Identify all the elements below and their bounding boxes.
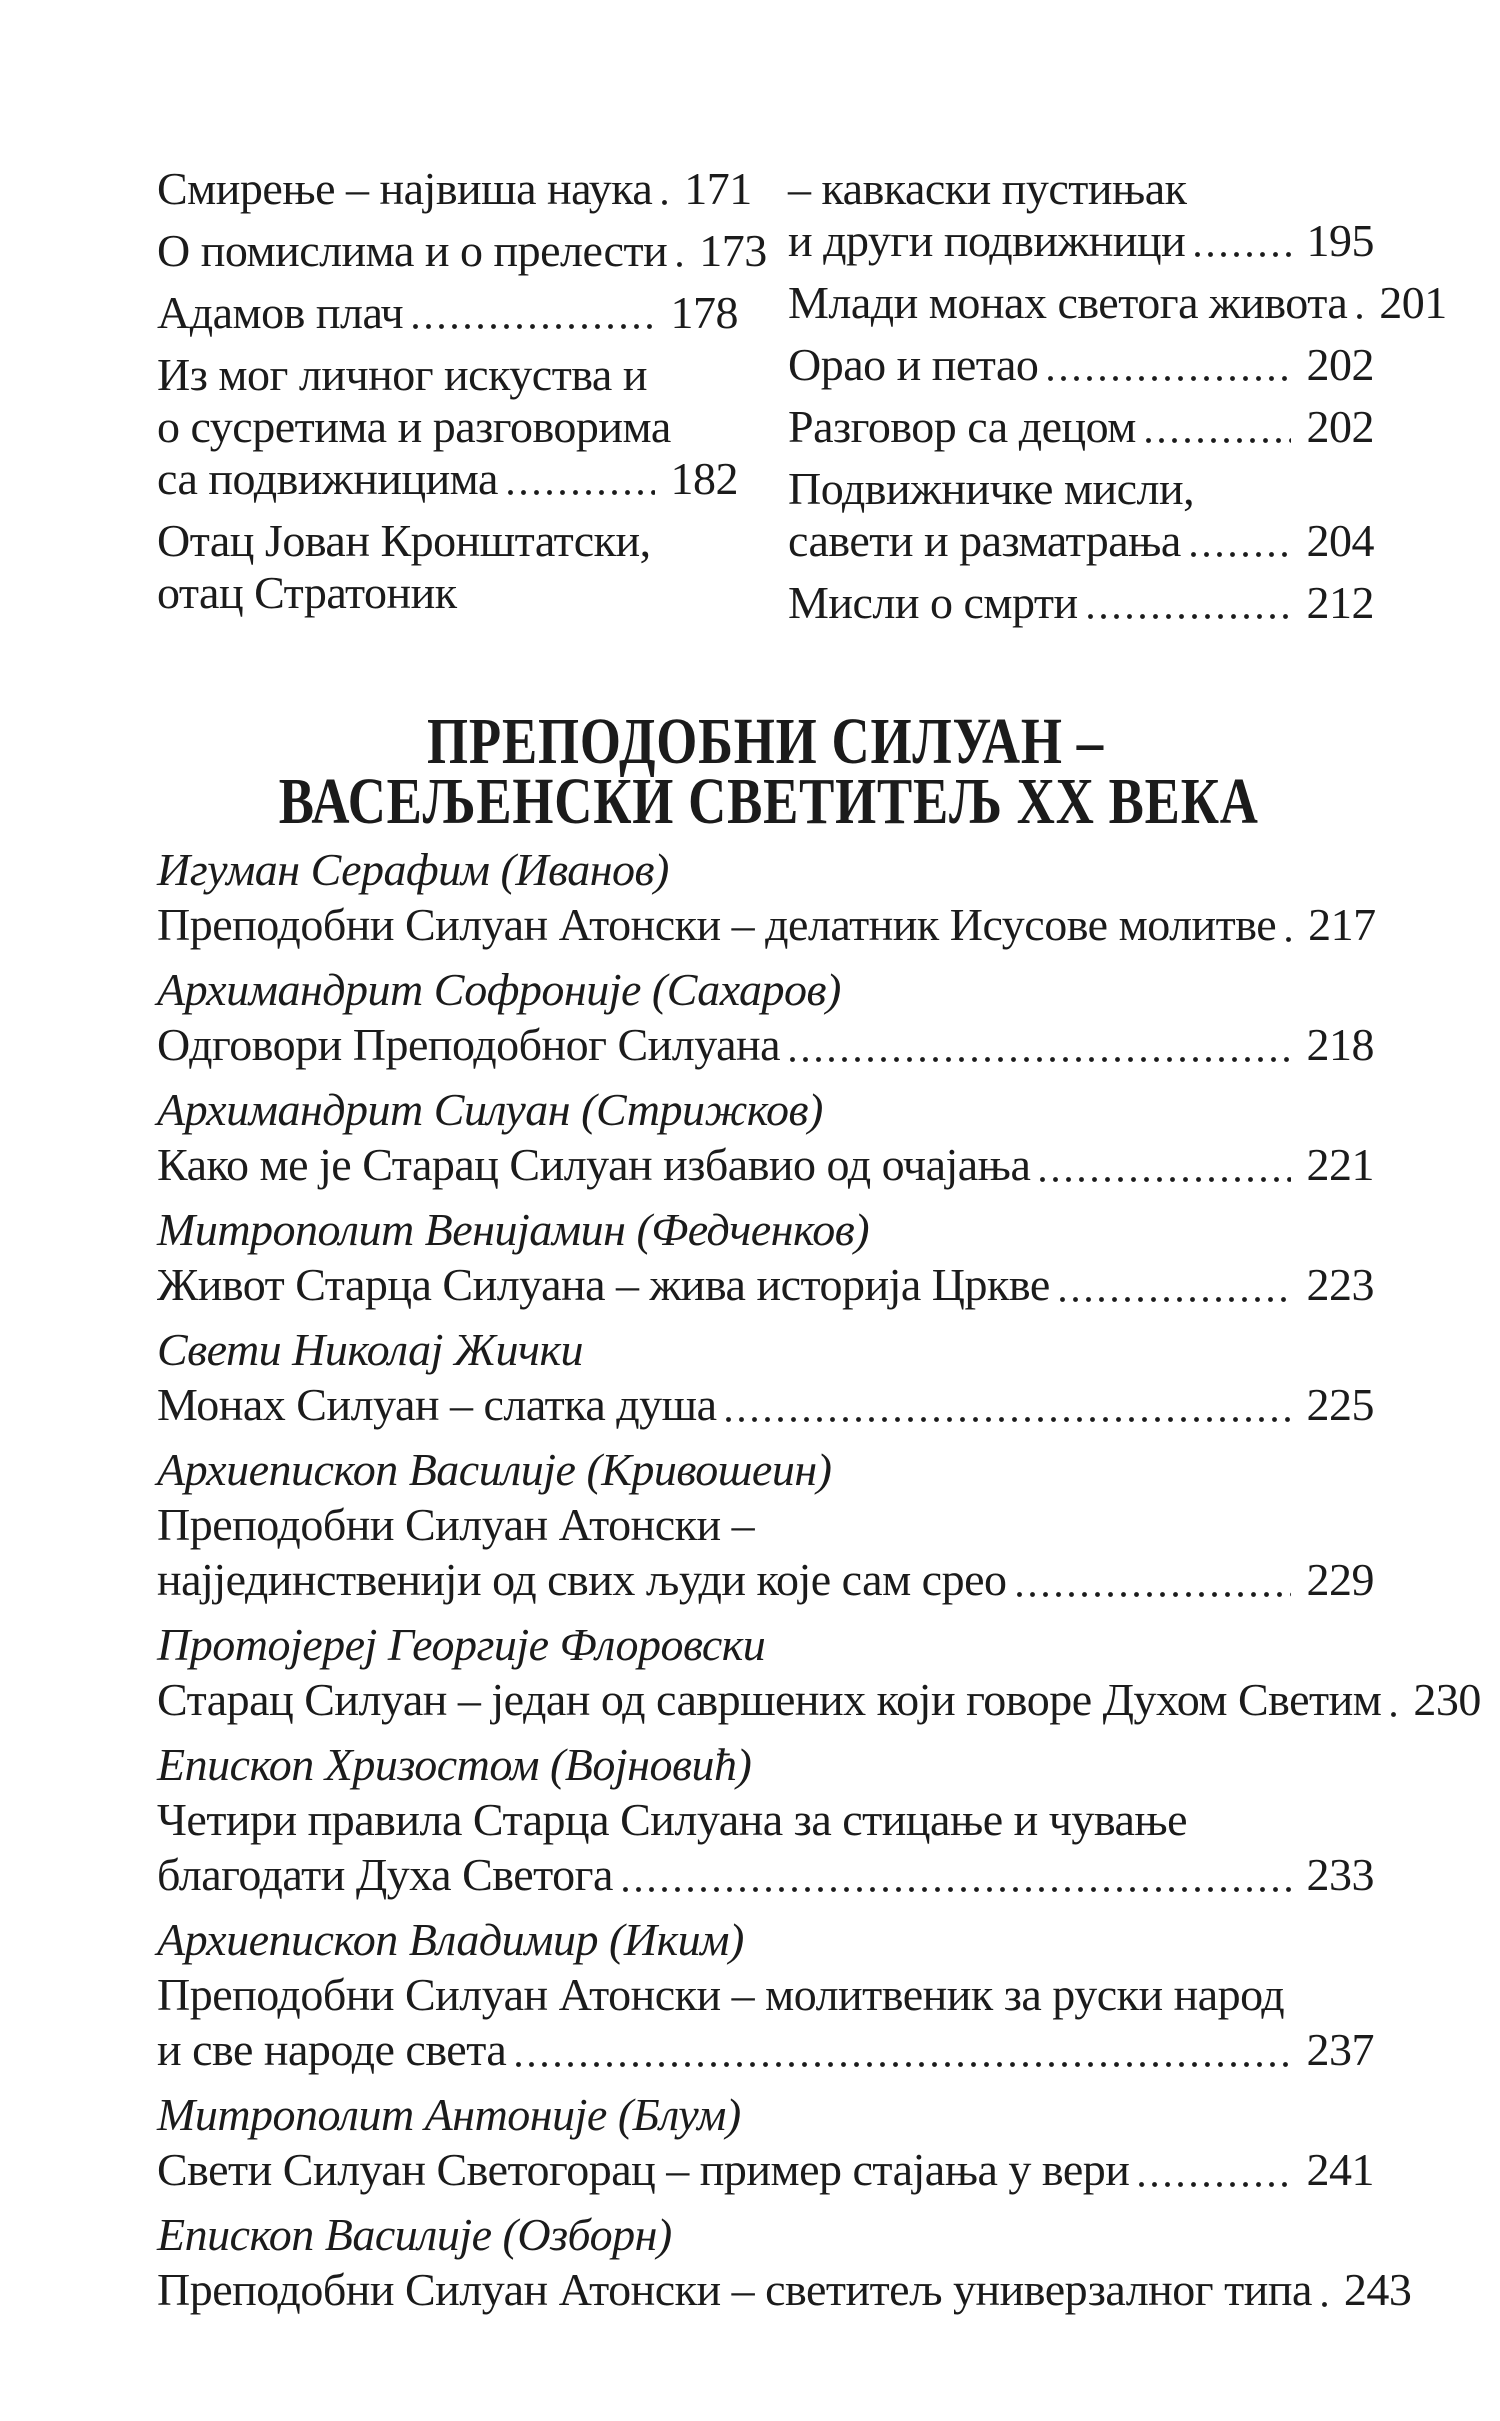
toc-line	[157, 2142, 1374, 2197]
toc-line	[157, 349, 738, 401]
toc-item	[157, 349, 738, 505]
entry-author: Архиепископ Владимир (Иким)	[157, 1914, 744, 1965]
toc-item-text: Свети Силуан Светогорац – пример стајања у вери	[157, 2144, 1130, 2195]
dot-leader	[677, 262, 683, 267]
toc-item-text: Подвижничке мисли,	[788, 463, 1195, 514]
toc-entry	[157, 1082, 1374, 1192]
toc-line	[157, 515, 738, 567]
toc-item-text: Отац Јован Кронштатски,	[157, 515, 651, 566]
toc-item-text: Смирење – највиша наука	[157, 163, 653, 214]
toc-item	[788, 163, 1374, 267]
toc-left-column	[157, 163, 767, 629]
entry-author: Архимандрит Софроније (Сахаров)	[157, 964, 841, 1015]
toc-line	[157, 1672, 1481, 1727]
dot-leader	[1048, 376, 1290, 381]
toc-item-text: Преподобни Силуан Атонски – делатник Исусове молитве	[157, 899, 1277, 950]
toc-line	[157, 897, 1374, 952]
section-heading-line2: ВАСЕЉЕНСКИ СВЕТИТЕЉ XX ВЕКА	[278, 765, 1259, 838]
page-number: 225	[1306, 1379, 1374, 1430]
page-number: 229	[1306, 1554, 1374, 1605]
section-heading-line1: ПРЕПОДОБНИ СИЛУАН –	[427, 705, 1104, 778]
toc-line	[157, 1017, 1374, 1072]
toc-item-text: Четири правила Старца Силуана за стицање и чување	[157, 1794, 1188, 1845]
toc-item-text: са подвижницима	[157, 453, 498, 504]
toc-line	[788, 215, 1374, 267]
toc-line	[157, 163, 752, 215]
entry-author: Митрополит Антоније (Блум)	[157, 2089, 741, 2140]
toc-item	[788, 577, 1374, 629]
toc-item-text: Како ме је Старац Силуан избавио од очајања	[157, 1139, 1031, 1190]
page-number: 243	[1343, 2264, 1412, 2315]
toc-line	[788, 515, 1374, 567]
dot-leader	[1017, 1592, 1291, 1597]
toc-line	[788, 163, 1374, 215]
dot-leader	[413, 324, 654, 329]
toc-line	[157, 1967, 1374, 2022]
toc-item	[157, 287, 738, 339]
dot-leader	[1139, 2182, 1290, 2187]
page-number: 204	[1306, 515, 1374, 566]
toc-line	[157, 1552, 1374, 1607]
page-number: 233	[1306, 1849, 1374, 1900]
page-number: 218	[1306, 1019, 1374, 1070]
toc-item-text: О помислима и о прелести	[157, 225, 668, 276]
entry-author: Игуман Серафим (Иванов)	[157, 844, 669, 895]
page-number: 241	[1306, 2144, 1374, 2195]
toc-item-text: и све народе света	[157, 2024, 507, 2075]
toc-line	[788, 401, 1374, 453]
entry-author: Протојереј Георгије Флоровски	[157, 1619, 766, 1670]
toc-right-column	[788, 163, 1447, 629]
dot-leader	[1391, 1712, 1397, 1717]
page-number: 182	[670, 453, 738, 504]
page-number: 171	[684, 163, 752, 214]
dot-leader	[1357, 314, 1363, 319]
toc-entry	[157, 1322, 1374, 1432]
toc-item-text: и други подвижници	[788, 215, 1186, 266]
page-number: 178	[670, 287, 738, 338]
dot-leader	[1195, 252, 1290, 257]
toc-line	[157, 453, 738, 505]
page-number: 202	[1306, 339, 1374, 390]
toc-item-text: савети и разматрања	[788, 515, 1181, 566]
page-number: 173	[699, 225, 767, 276]
toc-entry	[157, 1442, 1374, 1607]
toc-item-text: – кавкаски пустињак	[788, 163, 1187, 214]
toc-item	[157, 225, 767, 277]
toc-line	[157, 2262, 1412, 2317]
toc-line	[157, 1847, 1374, 1902]
toc-line	[157, 567, 738, 619]
toc-item-text: Преподобни Силуан Атонски – светитељ универзалног типа	[157, 2264, 1312, 2315]
toc-line	[157, 1497, 1374, 1552]
page-number: 195	[1306, 215, 1374, 266]
toc-item-text: најјединственији од свих људи које сам срео	[157, 1554, 1007, 1605]
toc-item-text: Орао и петао	[788, 339, 1039, 390]
toc-item-text: Мисли о смрти	[788, 577, 1078, 628]
toc-top-section	[157, 163, 1447, 629]
entry-author: Свети Николај Жички	[157, 1324, 584, 1375]
entry-author: Епископ Василије (Озборн)	[157, 2209, 672, 2260]
page-number: 201	[1379, 277, 1447, 328]
dot-leader	[662, 200, 668, 205]
toc-item-text: Млади монах светога живота	[788, 277, 1348, 328]
toc-entry	[157, 1617, 1481, 1727]
entry-author: Архиепископ Василије (Кривошеин)	[157, 1444, 832, 1495]
toc-item	[788, 401, 1374, 453]
page-number: 221	[1306, 1139, 1374, 1190]
toc-entry	[157, 1912, 1374, 2077]
toc-line	[157, 1257, 1374, 1312]
dot-leader	[1060, 1297, 1291, 1302]
toc-line	[157, 2022, 1374, 2077]
toc-item-text: Монах Силуан – слатка душа	[157, 1379, 717, 1430]
toc-item	[788, 277, 1447, 329]
dot-leader	[623, 1887, 1291, 1892]
toc-line	[157, 287, 738, 339]
dot-leader	[726, 1417, 1290, 1422]
toc-line	[788, 339, 1374, 391]
toc-entry	[157, 1737, 1374, 1902]
toc-entry	[157, 2207, 1412, 2317]
page-number: 223	[1306, 1259, 1374, 1310]
dot-leader	[1286, 937, 1292, 942]
toc-entry	[157, 962, 1374, 1072]
toc-line	[788, 463, 1374, 515]
dot-leader	[1146, 438, 1291, 443]
toc-line	[157, 401, 738, 453]
toc-item-text: отац Стратоник	[157, 567, 457, 618]
toc-line	[157, 1137, 1374, 1192]
section-heading	[157, 705, 1374, 838]
entry-author: Архимандрит Силуан (Стрижков)	[157, 1084, 823, 1135]
page-number: 212	[1306, 577, 1374, 628]
dot-leader	[1088, 614, 1291, 619]
toc-entry	[157, 1202, 1374, 1312]
toc-item-text: благодати Духа Светога	[157, 1849, 613, 1900]
toc-line	[157, 1377, 1374, 1432]
toc-item	[157, 515, 738, 619]
toc-item-text: о сусретима и разговорима	[157, 401, 671, 452]
dot-leader	[790, 1057, 1290, 1062]
toc-entry	[157, 842, 1374, 952]
dot-leader	[508, 490, 655, 495]
page-number: 202	[1306, 401, 1374, 452]
toc-entry	[157, 2087, 1374, 2197]
dot-leader	[1191, 552, 1291, 557]
toc-line	[157, 225, 767, 277]
page-number: 217	[1308, 899, 1376, 950]
page-number: 237	[1306, 2024, 1374, 2075]
toc-item	[788, 463, 1374, 567]
toc-entries	[157, 842, 1481, 2317]
toc-item	[157, 163, 752, 215]
toc-item-text: Из мог личног искуства и	[157, 349, 647, 400]
toc-line	[788, 277, 1447, 329]
entry-author: Епископ Хризостом (Војновић)	[157, 1739, 752, 1790]
dot-leader	[516, 2062, 1290, 2067]
toc-item-text: Старац Силуан – један од савршених који говоре Духом Светим	[157, 1674, 1382, 1725]
dot-leader	[1322, 2302, 1328, 2307]
toc-item	[788, 339, 1374, 391]
toc-item-text: Одговори Преподобног Силуана	[157, 1019, 781, 1070]
page-number: 230	[1413, 1674, 1481, 1725]
toc-item-text: Преподобни Силуан Атонски –	[157, 1499, 755, 1550]
toc-line	[157, 1792, 1374, 1847]
toc-item-text: Преподобни Силуан Атонски – молитвеник за руски народ	[157, 1969, 1285, 2020]
toc-item-text: Разговор са децом	[788, 401, 1136, 452]
entry-author: Митрополит Венијамин (Федченков)	[157, 1204, 870, 1255]
toc-line	[788, 577, 1374, 629]
toc-item-text: Живот Старца Силуана – жива историја Цркве	[157, 1259, 1050, 1310]
dot-leader	[1040, 1177, 1290, 1182]
toc-item-text: Адамов плач	[157, 287, 404, 338]
